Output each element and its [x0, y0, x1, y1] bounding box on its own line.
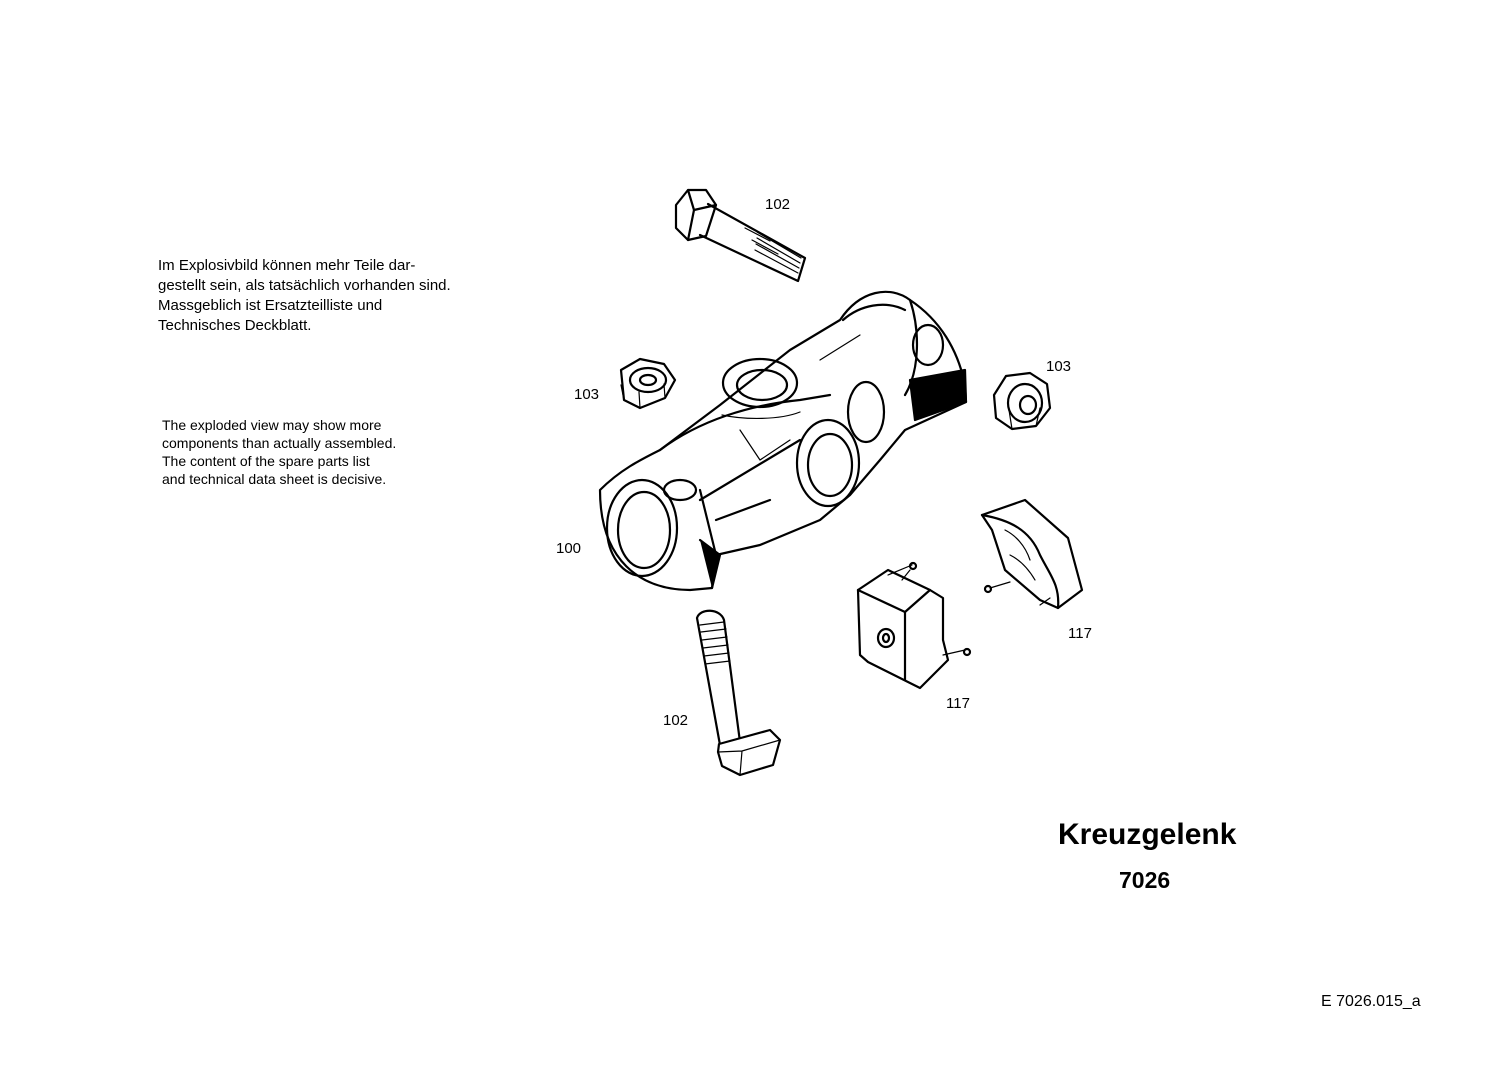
- callout-103-right: 103: [1046, 358, 1072, 375]
- group-number: 7026: [1119, 867, 1171, 893]
- nut-left-drawing: [621, 359, 675, 408]
- callout-117-lower: 117: [946, 695, 970, 712]
- bearing-cap-upper-drawing: [982, 500, 1082, 608]
- document-reference: E 7026.015_a: [1321, 993, 1421, 1010]
- universal-joint-drawing: [600, 292, 966, 590]
- german-disclaimer-note: Im Explosivbild können mehr Teile dar- gestellt sein, als tatsächlich vorhanden sind. Massgeblich ist Ersatzteilliste und Technisches Deckblatt.: [158, 257, 451, 334]
- callout-117-upper: 117: [1068, 625, 1092, 642]
- nut-right-drawing: [994, 373, 1050, 429]
- callout-102-bottom: 102: [663, 712, 689, 729]
- bearing-cap-lower-drawing: [858, 563, 970, 688]
- bolt-bottom-drawing: [697, 611, 780, 775]
- callout-103-left: 103: [574, 386, 600, 403]
- callout-100: 100: [556, 540, 582, 557]
- callout-102-top: 102: [765, 196, 791, 213]
- english-disclaimer-note: The exploded view may show more components than actually assembled. The content of the spare parts list and technical data sheet is decisive.: [162, 417, 397, 487]
- drawing-title: Kreuzgelenk: [1058, 818, 1237, 851]
